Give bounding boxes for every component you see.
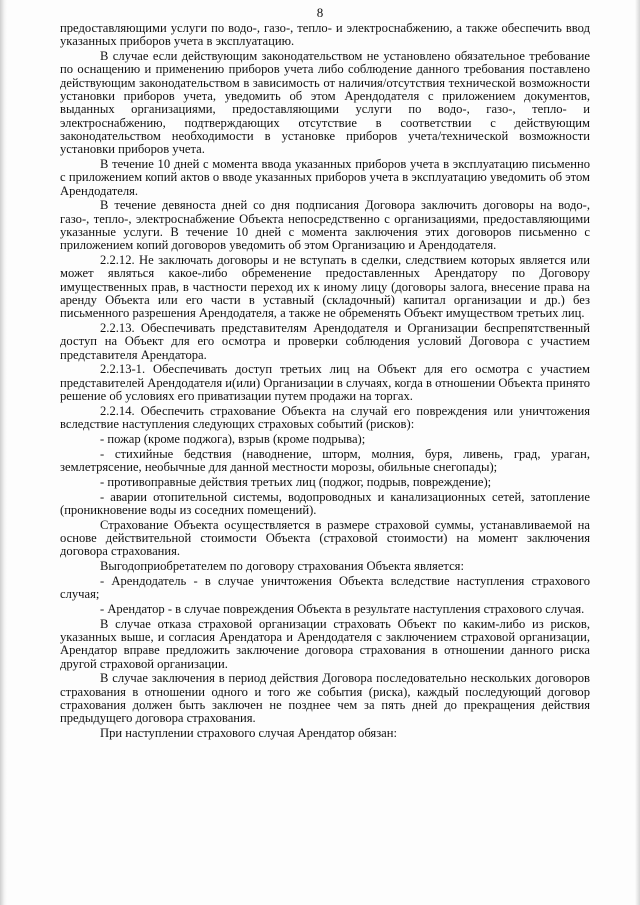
- clause-2-2-12: 2.2.12. Не заключать договоры и не вступать в сделки, следствием которых является или может являться какое-либо обременение предоставленных Арендатору по Договору имущественных прав, в частности переход их к иному лицу (договоры залога, внесение права на аренду Объекта или его части в уставный (складочный) капитал организации и др.) без письменного разрешения Арендодателя, а также не обременять Объект имуществом третьих лиц.: [60, 253, 590, 321]
- paragraph-metering-requirement: В случае если действующим законодательством не установлено обязательное требование по оснащению и применению приборов учета либо соблюдение данного требования поставлено действующим законодательством в зависимость от наличия/отсутствия технической возможности установки приборов учета, уведомить об этом Арендодателя с приложением документов, выданных организациями, предоставляющими услуги по водо-, газо-, тепло- и электроснабжению, подтверждающих отсутствие в соответствии с действующим законодательством необходимости в установке приборов учета/технической возможности установки приборов учета.: [60, 49, 590, 157]
- document-body: [60, 22, 590, 742]
- risk-item-illegal-actions: - противоправные действия третьих лиц (поджог, подрыв, повреждение);: [100, 474, 492, 489]
- paragraph-continuation: предоставляющими услуги по водо-, газо-, тепло- и электроснабжению, а также обеспечить ввод указанных приборов учета в эксплуатацию.: [60, 21, 590, 49]
- scan-edge-left: [0, 0, 7, 905]
- beneficiary-item-lessor: - Арендодатель - в случае уничтожения Объекта вследствие наступления страхового случая;: [60, 573, 590, 602]
- paragraph-metering-notice: В течение 10 дней с момента ввода указанных приборов учета в эксплуатацию письменно с приложением копий актов о вводе указанных приборов учета в эксплуатацию уведомить об этом Арендодателя.: [60, 156, 590, 198]
- page-number: 8: [316, 5, 324, 20]
- beneficiary-item-tenant: - Арендатор - в случае повреждения Объекта в результате наступления страхового случая.: [100, 601, 585, 616]
- paragraph-insured-event-duties: При наступлении страхового случая Арендатор обязан:: [100, 726, 398, 741]
- risk-item-utility-accidents: - аварии отопительной системы, водопроводных и канализационных сетей, затопление (проникновение воды из соседних помещений).: [60, 489, 590, 517]
- scan-edge-right: [635, 0, 640, 905]
- clause-2-2-13: 2.2.13. Обеспечивать представителям Арендодателя и Организации беспрепятственный доступ на Объект для его осмотра и проверки соблюдения условий Договора с участием представителя Арендатора.: [60, 321, 590, 362]
- risk-item-fire: - пожар (кроме поджога), взрыв (кроме подрыва);: [100, 431, 366, 446]
- paragraph-sequential-contracts: В случае заключения в период действия Договора последовательно нескольких договоров страхования в отношении одного и того же события (риска), каждый последующий договор страхования должен быть заключен не позднее чем за пять дней до прекращения действия предыдущего договора страхования.: [60, 671, 590, 726]
- paragraph-beneficiary: Выгодоприобретателем по договору страхования Объекта является:: [100, 559, 464, 574]
- paragraph-insurer-refusal: В случае отказа страховой организации страховать Объект по каким-либо из рисков, указанных выше, и согласия Арендатора и Арендодателя с заключением страховой организации, Арендатор вправе предложить заключение договора страхования в отношении данного риска другой страховой организации.: [60, 616, 590, 671]
- risk-item-natural-disasters: - стихийные бедствия (наводнение, шторм, молния, буря, ливень, град, ураган, землетрясение, необычные для данной местности морозы, обильные снегопады);: [60, 446, 590, 474]
- paragraph-utility-contracts: В течение девяноста дней со дня подписания Договора заключить договоры на водо-, газо-, тепло-, электроснабжение Объекта непосредственно с организациями, предоставляющими указанные услуги. В течение 10 дней с момента заключения этих договоров письменно с приложением копий договоров уведомить об этом Организацию и Арендодателя.: [60, 198, 590, 253]
- clause-2-2-14: 2.2.14. Обеспечить страхование Объекта на случай его повреждения или уничтожения вследствие наступления следующих страховых событий (рисков):: [60, 403, 590, 432]
- paragraph-insurance-amount: Страхование Объекта осуществляется в размере страховой суммы, устанавливаемой на основе действительной стоимости Объекта (страховой стоимости) на момент заключения договора страхования.: [60, 517, 590, 559]
- clause-2-2-13-1: 2.2.13-1. Обеспечивать доступ третьих лиц на Объект для его осмотра с участием представителей Арендодателя и(или) Организации в случаях, когда в отношении Объекта принято решение об условиях его приватизации путем продажи на торгах.: [60, 362, 590, 404]
